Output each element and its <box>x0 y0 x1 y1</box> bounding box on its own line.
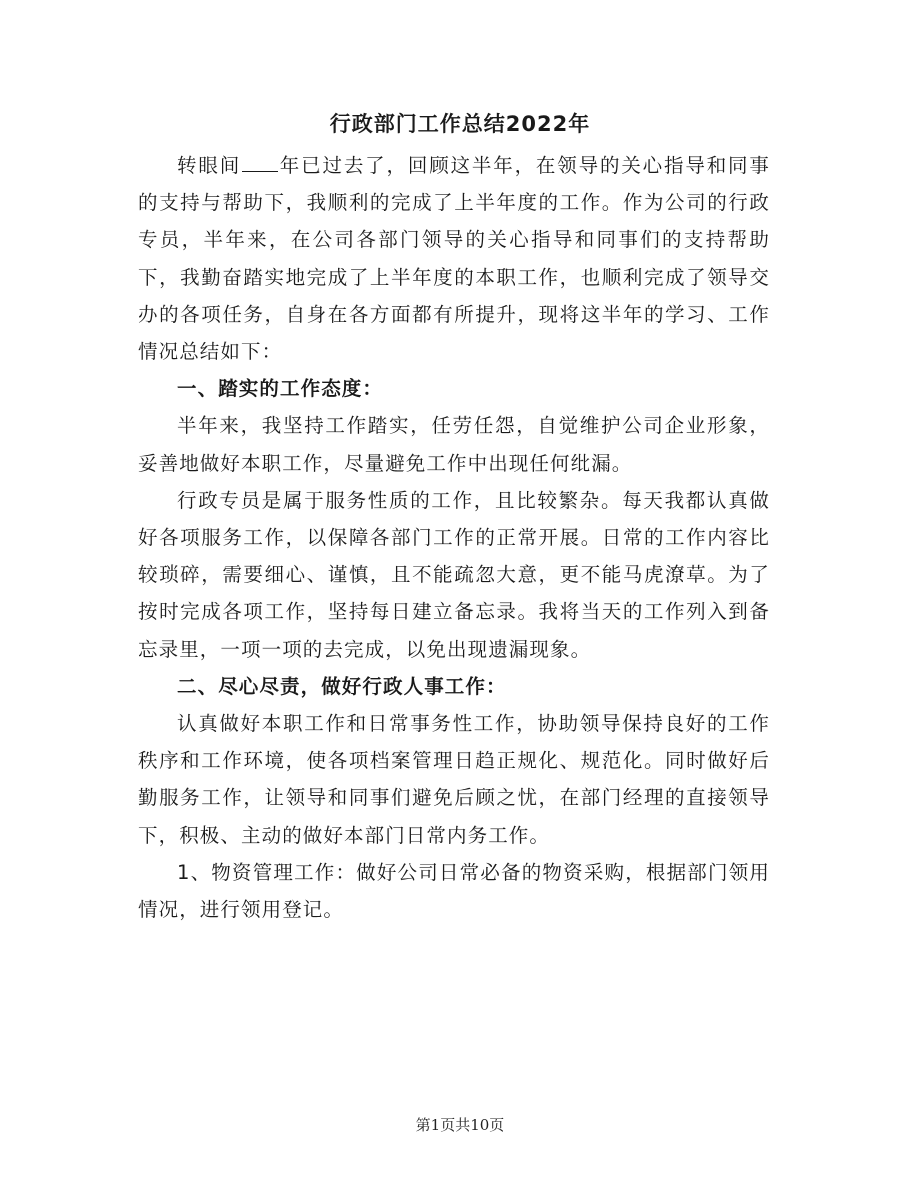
section2-paragraph: 1、物资管理工作：做好公司日常必备的物资采购，根据部门领用情况，进行领用登记。 <box>138 860 770 922</box>
section-heading-2: 二、尽心尽责，做好行政人事工作： <box>177 674 507 698</box>
section1-paragraph: 行政专员是属于服务性质的工作，且比较繁杂。每天我都认真做好各项服务工作，以保障各部门工作的正常开展。日常的工作内容比较琐碎，需要细心、谨慎，且不能疏忽大意，更不能马虎潦草。为了按时完成各项工作，坚持每日建立备忘录。我将当天的工作列入到备忘录里，一项一项的去完成，以免出现遗漏现象。 <box>138 488 770 661</box>
document-body <box>138 147 770 928</box>
document-title: 行政部门工作总结2022年 <box>329 112 591 136</box>
page-number: 第1页共10页 <box>415 1116 505 1134</box>
intro-prefix: 转眼间 <box>177 154 242 177</box>
section2-paragraph: 认真做好本职工作和日常事务性工作，协助领导保持良好的工作秩序和工作环境，使各项档案管理日趋正规化、规范化。同时做好后勤服务工作，让领导和同事们避免后顾之忧，在部门经理的直接领导下，积极、主动的做好本部门日常内务工作。 <box>138 712 770 847</box>
intro-text: 年已过去了，回顾这半年，在领导的关心指导和同事的支持与帮助下，我顺利的完成了上半年度的工作。作为公司的行政专员，半年来，在公司各部门领导的关心指导和同事们的支持帮助下，我勤奋踏实地完成了上半年度的本职工作，也顺利完成了领导交办的各项任务，自身在各方面都有所提升，现将这半年的学习、工作情况总结如下： <box>138 154 770 364</box>
intro-paragraph <box>138 147 770 370</box>
section-heading-1: 一、踏实的工作态度： <box>177 377 384 401</box>
fill-in-blank <box>242 151 278 172</box>
section1-paragraph: 半年来，我坚持工作踏实，任劳任怨，自觉维护公司企业形象，妥善地做好本职工作，尽量避免工作中出现任何纰漏。 <box>138 414 770 475</box>
